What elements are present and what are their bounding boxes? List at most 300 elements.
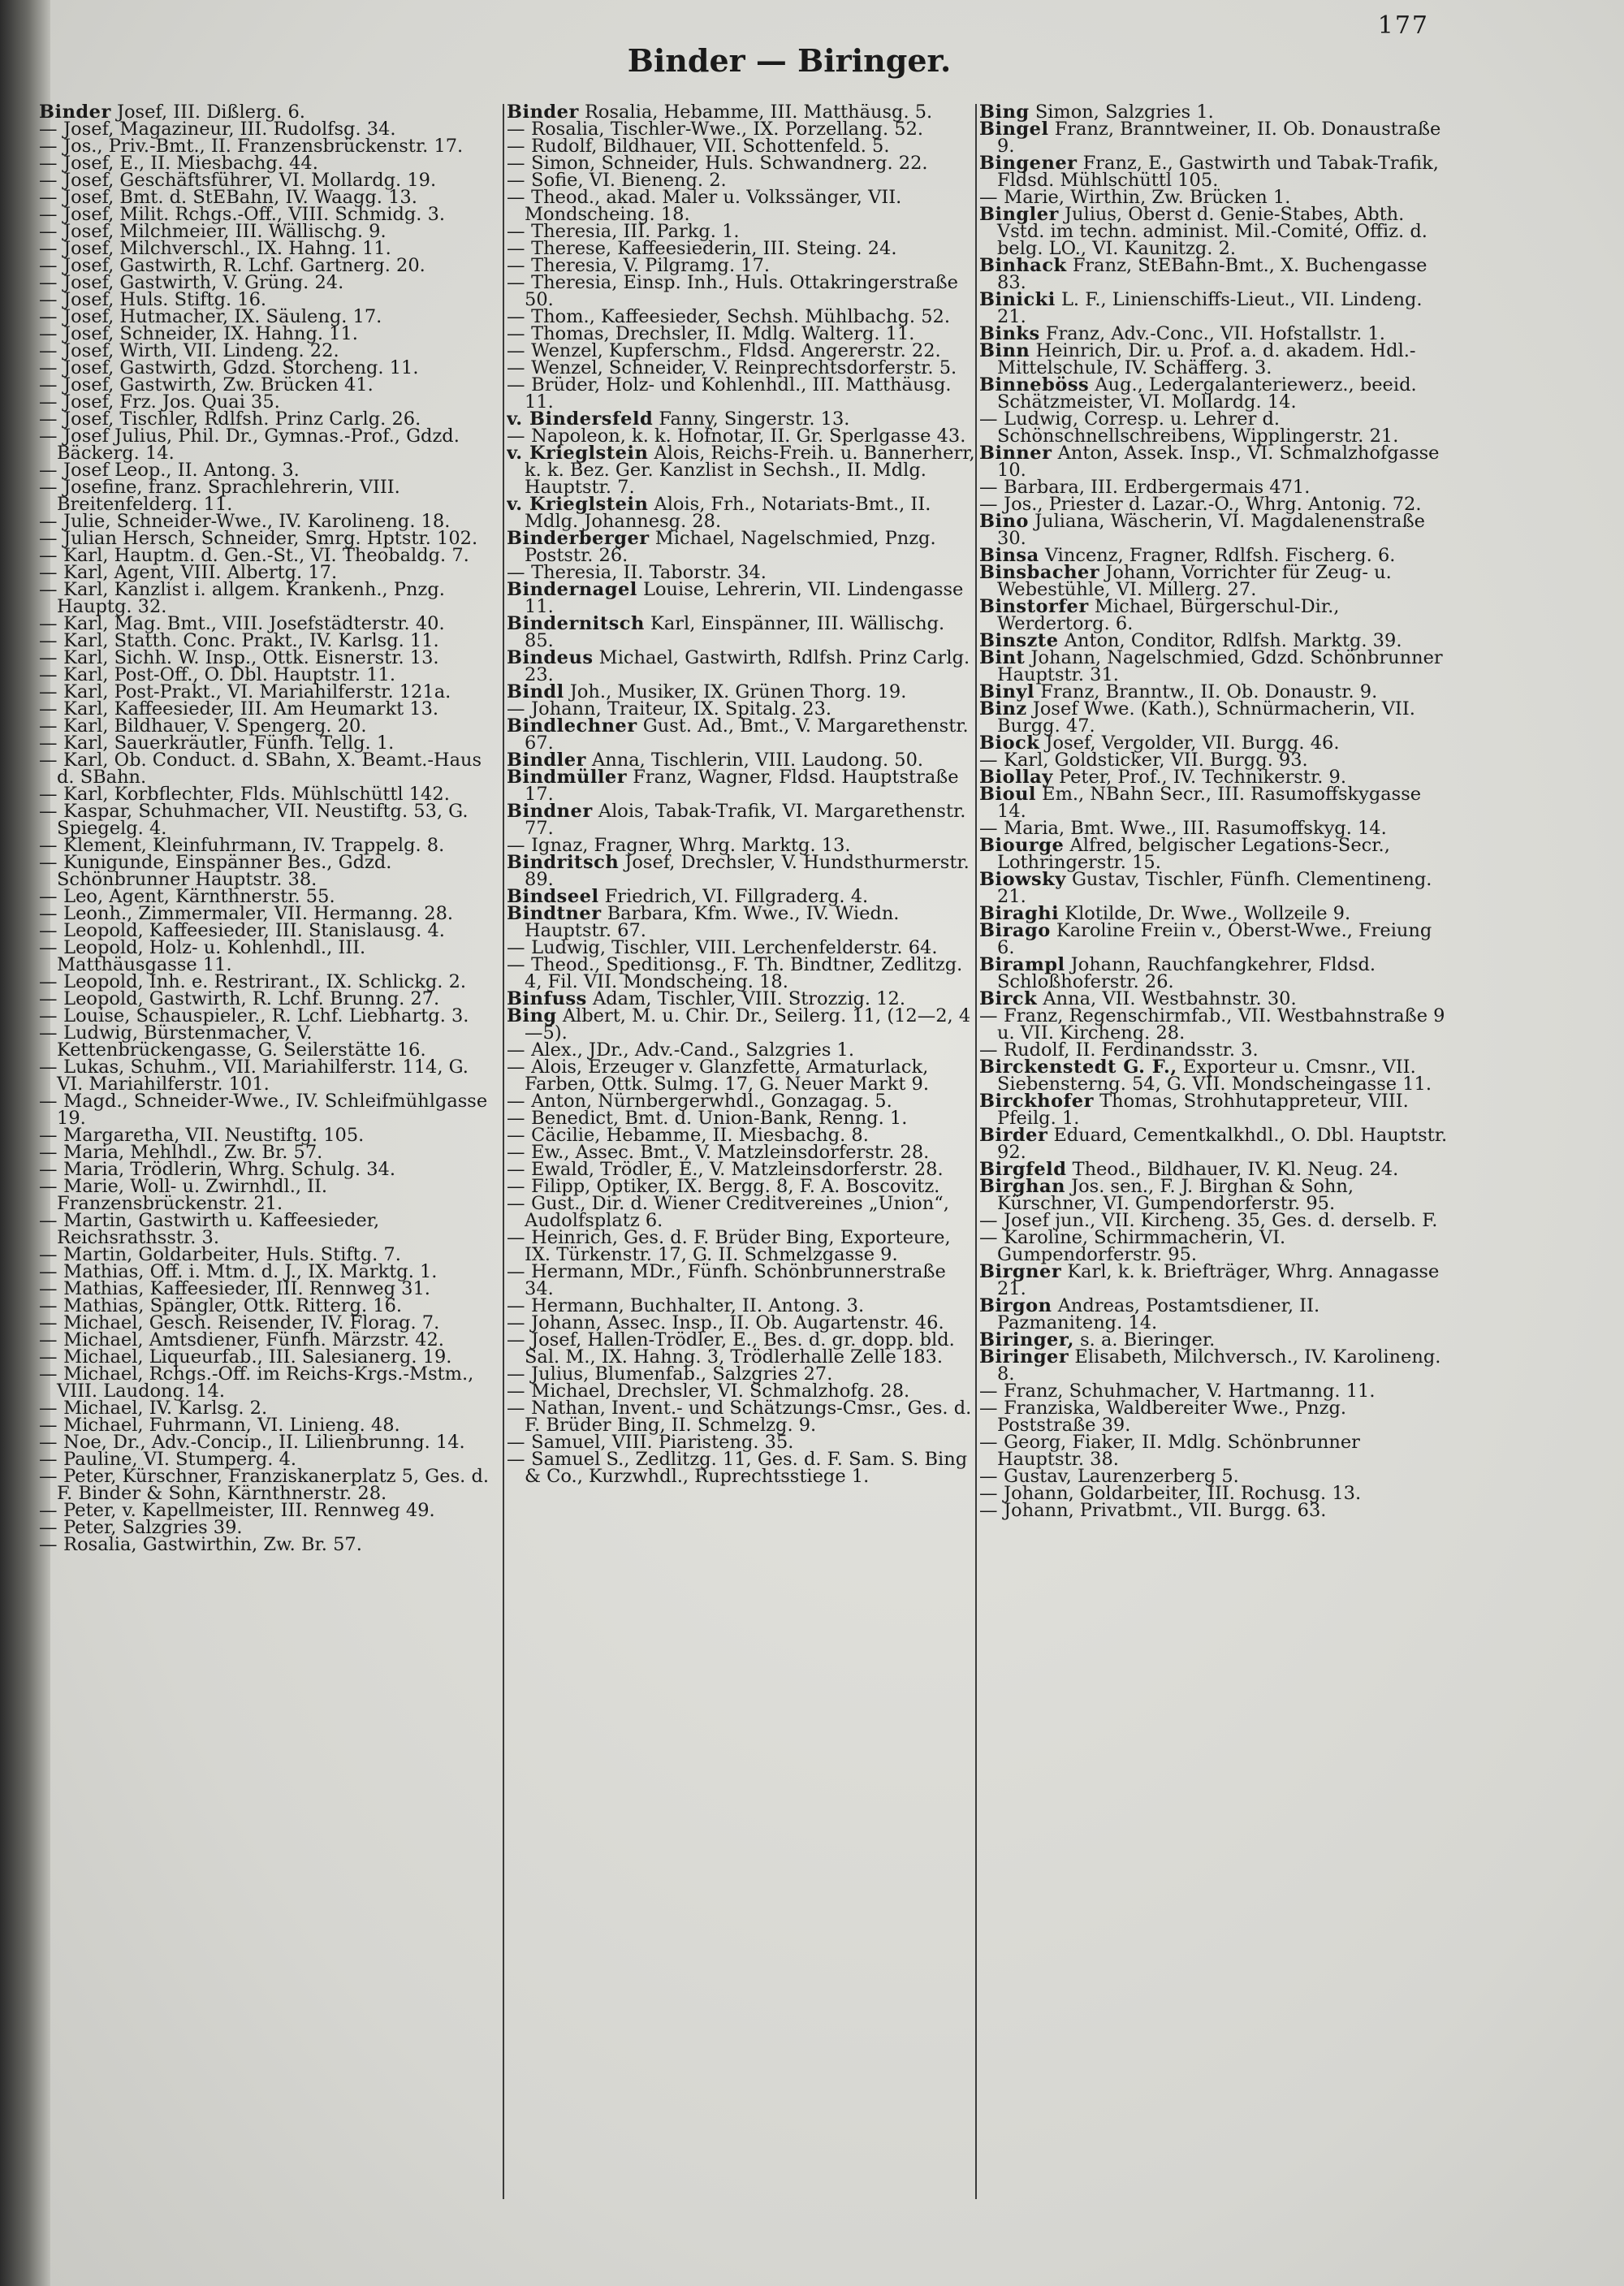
entry-headword: — bbox=[39, 971, 58, 992]
entry-headword: Binhack bbox=[979, 255, 1067, 276]
directory-entry bbox=[979, 1434, 1450, 1468]
entry-text: Johann, Traiteur, IX. Spitalg. 23. bbox=[531, 698, 832, 720]
entry-headword: — bbox=[39, 460, 58, 481]
entry-headword: Bint bbox=[979, 647, 1026, 668]
directory-entry bbox=[507, 374, 976, 413]
entry-text: Josef, Hutmacher, IX. Säuleng. 17. bbox=[63, 306, 382, 327]
entry-text: Wenzel, Kupferschm., Fldsd. Angererstr. 22. bbox=[531, 340, 941, 361]
directory-entry bbox=[39, 479, 500, 513]
entry-text: Noe, Dr., Adv.-Concip., II. Lilienbrunng. 14. bbox=[63, 1432, 465, 1453]
entry-headword: — bbox=[979, 1381, 998, 1402]
entry-text: Simon, Schneider, Huls. Schwandnerg. 22. bbox=[531, 153, 928, 174]
entry-text: Josef jun., VII. Kircheng. 35, Ges. d. derselb. F. bbox=[1004, 1210, 1438, 1231]
entry-headword: — bbox=[507, 1432, 525, 1453]
entry-headword: — bbox=[979, 477, 998, 498]
entry-headword: — bbox=[507, 136, 525, 157]
entry-headword: — bbox=[507, 1142, 525, 1163]
entry-text: Samuel S., Zedlitzg. 11, Ges. d. F. Sam. S. Bing & Co., Kurzwhdl., Ruprechtsstiege 1. bbox=[525, 1449, 968, 1487]
entry-headword: — bbox=[39, 477, 58, 498]
entry-text: Michael, Liqueurfab., III. Salesianerg. 19. bbox=[63, 1346, 452, 1368]
entry-text: Michael, Drechsler, VI. Schmalzhofg. 28. bbox=[531, 1381, 910, 1402]
entry-headword: Birckenstedt G. F., bbox=[979, 1057, 1177, 1078]
entry-headword: Biourge bbox=[979, 835, 1065, 856]
entry-text: Juliana, Wäscherin, VI. Magdalenenstraße 30. bbox=[997, 511, 1425, 549]
entry-text: Fanny, Singerstr. 13. bbox=[659, 408, 850, 430]
entry-headword: — bbox=[39, 1278, 58, 1299]
entry-text: Josef Julius, Phil. Dr., Gymnas.-Prof., Gdzd. Bäckerg. 14. bbox=[57, 426, 460, 464]
entry-text: Franziska, Waldbereiter Wwe., Pnzg. Poststraße 39. bbox=[997, 1398, 1347, 1436]
entry-headword: — bbox=[39, 579, 58, 600]
entry-text: Michael, Gesch. Reisender, IV. Florag. 7. bbox=[63, 1312, 440, 1333]
directory-entry bbox=[507, 496, 976, 530]
entry-headword: — bbox=[507, 1057, 525, 1078]
entry-text: Georg, Fiaker, II. Mdlg. Schönbrunner Hauptstr. 38. bbox=[997, 1432, 1360, 1470]
entry-text: Barbara, III. Erdbergermais 471. bbox=[1004, 477, 1311, 498]
entry-headword: Binderberger bbox=[507, 528, 650, 549]
entry-headword: — bbox=[39, 681, 58, 702]
entry-headword: Bindmüller bbox=[507, 767, 628, 788]
entry-headword: Bindl bbox=[507, 681, 564, 702]
entry-headword: Bindler bbox=[507, 750, 586, 771]
directory-entry bbox=[39, 1022, 500, 1061]
entry-headword: — bbox=[507, 272, 525, 293]
entry-text: Josef, Hallen-Trödler, E., Bes. d. gr. dopp. bld. Sal. M., IX. Hahng. 3, Trödlerhalle Zelle 183. bbox=[525, 1329, 955, 1368]
entry-text: Karl, Hauptm. d. Gen.-St., VI. Theobaldg. 7. bbox=[63, 545, 469, 566]
directory-entry bbox=[507, 274, 976, 309]
entry-headword: — bbox=[507, 954, 525, 975]
entry-text: Alois, Erzeuger v. Glanzfette, Armaturlack, Farben, Ottk. Sulmg. 17, G. Neuer Markt 9. bbox=[525, 1057, 930, 1095]
entry-text: Eduard, Cementkalkhdl., O. Dbl. Hauptstr. 92. bbox=[997, 1125, 1448, 1163]
entry-text: Theresia, II. Taborstr. 34. bbox=[531, 562, 767, 583]
directory-entry bbox=[979, 206, 1450, 257]
directory-entry bbox=[507, 1229, 976, 1264]
entry-text: Ludwig, Tischler, VIII. Lerchenfelderstr. 64. bbox=[531, 937, 938, 958]
entry-headword: — bbox=[39, 647, 58, 668]
entry-text: Johann, Assec. Insp., II. Ob. Augartenstr. 46. bbox=[531, 1312, 944, 1333]
entry-text: Em., NBahn Secr., III. Rasumoffskygasse 14. bbox=[997, 784, 1422, 822]
entry-headword: — bbox=[39, 835, 58, 856]
directory-entry bbox=[979, 257, 1450, 292]
entry-headword: Bindernitsch bbox=[507, 613, 645, 634]
entry-headword: Bindeus bbox=[507, 647, 594, 668]
entry-text: Julie, Schneider-Wwe., IV. Karolineng. 18. bbox=[63, 511, 451, 532]
entry-headword: — bbox=[39, 630, 58, 651]
entry-text: Josef, Milchverschl., IX. Hahng. 11. bbox=[63, 238, 391, 259]
entry-headword: — bbox=[39, 1159, 58, 1180]
entry-text: Aug., Ledergalanteriewerz., beeid. Schätzmeister, VI. Mollardg. 14. bbox=[997, 374, 1417, 413]
entry-headword: — bbox=[507, 1312, 525, 1333]
directory-entry bbox=[507, 1261, 976, 1299]
entry-text: Leopold, Holz- u. Kohlenhdl., III. Matthäusgasse 11. bbox=[57, 937, 366, 975]
entry-text: Rudolf, II. Ferdinandsstr. 3. bbox=[1004, 1039, 1259, 1061]
entry-text: Karl, Goldsticker, VII. Burgg. 93. bbox=[1004, 750, 1308, 771]
entry-headword: — bbox=[979, 818, 998, 839]
entry-headword: Birago bbox=[979, 920, 1051, 941]
entry-headword: Bindtner bbox=[507, 903, 602, 924]
directory-entry bbox=[507, 954, 976, 992]
entry-text: Heinrich, Ges. d. F. Brüder Bing, Exporteure, IX. Türkenstr. 17, G. II. Schmelzgasse 9. bbox=[525, 1227, 951, 1265]
entry-headword: — bbox=[507, 1176, 525, 1197]
entry-text: Gust. Ad., Bmt., V. Margarethenstr. 67. bbox=[525, 715, 969, 754]
directory-entry bbox=[507, 803, 976, 837]
entry-text: Ludwig, Bürstenmacher, V. Kettenbrückengasse, G. Seilerstätte 16. bbox=[57, 1022, 426, 1061]
entry-headword: — bbox=[979, 1039, 998, 1061]
directory-entry bbox=[979, 1400, 1450, 1434]
directory-entry bbox=[507, 905, 976, 940]
entry-headword: Bingener bbox=[979, 153, 1078, 174]
directory-entry bbox=[39, 581, 500, 616]
entry-text: Ignaz, Fragner, Whrg. Marktg. 13. bbox=[531, 835, 851, 856]
entry-text: Theod., akad. Maler u. Volkssänger, VII. Mondscheing. 18. bbox=[525, 187, 902, 225]
entry-text: Franz, Branntweiner, II. Ob. Donaustraße 9. bbox=[997, 119, 1441, 157]
entry-text: Napoleon, k. k. Hofnotar, II. Gr. Sperlgasse 43. bbox=[531, 426, 966, 447]
entry-text: Anton, Assek. Insp., VI. Schmalzhofgasse 10. bbox=[997, 443, 1440, 481]
directory-entry bbox=[39, 937, 500, 975]
directory-entry bbox=[979, 445, 1450, 479]
entry-text: Karoline Freiin v., Oberst-Wwe., Freiung 6. bbox=[997, 920, 1432, 958]
entry-text: Johann, Goldarbeiter, III. Rochusg. 13. bbox=[1004, 1483, 1362, 1504]
entry-text: Jos., Priv.-Bmt., II. Franzensbrückenstr. 17. bbox=[63, 136, 464, 157]
entry-text: Anna, VII. Westbahnstr. 30. bbox=[1043, 988, 1297, 1009]
entry-text: Leo, Agent, Kärnthnerstr. 55. bbox=[63, 886, 335, 907]
entry-text: Leopold, Gastwirth, R. Lchf. Brunng. 27. bbox=[63, 988, 440, 1009]
directory-entry bbox=[979, 374, 1450, 413]
entry-headword: — bbox=[39, 391, 58, 413]
entry-text: Klement, Kleinfuhrmann, IV. Trappelg. 8. bbox=[63, 835, 445, 856]
entry-headword: Binicki bbox=[979, 289, 1056, 310]
directory-entry bbox=[979, 1059, 1450, 1093]
entry-headword: — bbox=[39, 289, 58, 310]
entry-headword: — bbox=[507, 426, 525, 447]
entry-headword: — bbox=[39, 1005, 58, 1026]
entry-headword: — bbox=[39, 1091, 58, 1112]
entry-text: Louise, Lehrerin, VII. Lindengasse 11. bbox=[525, 579, 964, 617]
entry-text: Cäcilie, Hebamme, II. Miesbachg. 8. bbox=[531, 1125, 869, 1146]
entry-text: Rosalia, Tischler-Wwe., IX. Porzellang. 52. bbox=[531, 119, 924, 140]
directory-entry bbox=[979, 408, 1450, 447]
directory-entry bbox=[39, 1059, 500, 1093]
directory-entry bbox=[979, 647, 1450, 685]
directory-entry bbox=[507, 581, 976, 616]
directory-entry bbox=[507, 189, 976, 223]
entry-text: Julius, Blumenfab., Salzgries 27. bbox=[531, 1363, 833, 1385]
entry-text: Josef, Milit. Rchgs.-Off., VIII. Schmidg. 3. bbox=[63, 204, 446, 225]
entry-headword: — bbox=[39, 528, 58, 549]
entry-text: Karl, Agent, VIII. Albertg. 17. bbox=[63, 562, 338, 583]
directory-entry bbox=[507, 715, 976, 754]
directory-entry bbox=[979, 1005, 1450, 1044]
entry-headword: — bbox=[507, 170, 525, 191]
entry-headword: — bbox=[39, 886, 58, 907]
entry-text: Adam, Tischler, VIII. Strozzig. 12. bbox=[592, 988, 905, 1009]
entry-headword: — bbox=[507, 1091, 525, 1112]
directory-entry bbox=[979, 954, 1450, 992]
entry-headword: — bbox=[39, 1244, 58, 1265]
entry-text: Josef, Milchmeier, III. Wällischg. 9. bbox=[63, 221, 387, 242]
entry-headword: — bbox=[39, 750, 58, 771]
entry-headword: — bbox=[39, 357, 58, 378]
entry-headword: — bbox=[39, 119, 58, 140]
entry-headword: — bbox=[507, 1363, 525, 1385]
entry-text: Hermann, Buchhalter, II. Antong. 3. bbox=[531, 1295, 865, 1316]
directory-entry bbox=[979, 837, 1450, 871]
directory-entry bbox=[979, 920, 1450, 958]
directory-entry bbox=[979, 564, 1450, 599]
entry-text: Kunigunde, Einspänner Bes., Gdzd. Schönbrunner Hauptstr. 38. bbox=[57, 852, 392, 890]
entry-headword: Binner bbox=[979, 443, 1052, 464]
entry-headword: — bbox=[979, 1210, 998, 1231]
entry-text: Albert, M. u. Chir. Dr., Seilerg. 11, (12—2, 4—5). bbox=[525, 1005, 971, 1044]
entry-text: Julian Hersch, Schneider, Smrg. Hptstr. 102. bbox=[63, 528, 478, 549]
directory-entry bbox=[979, 155, 1450, 189]
entry-text: Michael, IV. Karlsg. 2. bbox=[63, 1398, 268, 1419]
page-title: Binder — Biringer. bbox=[627, 42, 952, 79]
entry-headword: Birder bbox=[979, 1125, 1048, 1146]
entry-text: Karl, Kanzlist i. allgem. Krankenh., Pnzg. Hauptg. 32. bbox=[57, 579, 445, 617]
directory-entry bbox=[39, 854, 500, 888]
entry-text: Leopold, Inh. e. Restrirant., IX. Schlickg. 2. bbox=[63, 971, 467, 992]
column-divider-2 bbox=[975, 104, 977, 2199]
entry-text: Josef Leop., II. Antong. 3. bbox=[63, 460, 300, 481]
directory-entry bbox=[979, 1346, 1450, 1385]
entry-text: Simon, Salzgries 1. bbox=[1034, 104, 1214, 123]
entry-headword: — bbox=[39, 698, 58, 720]
entry-headword: — bbox=[39, 1346, 58, 1368]
entry-headword: — bbox=[507, 1227, 525, 1248]
page-number: 177 bbox=[1377, 11, 1429, 40]
entry-text: Josefine, franz. Sprachlehrerin, VIII. Breitenfelderg. 11. bbox=[57, 477, 400, 515]
directory-entry bbox=[39, 1212, 500, 1247]
entry-headword: Binder bbox=[507, 104, 579, 123]
entry-headword: — bbox=[39, 1517, 58, 1538]
entry-text: Josef, Tischler, Rdlfsh. Prinz Carlg. 26. bbox=[63, 408, 421, 430]
directory-entry bbox=[507, 530, 976, 564]
entry-headword: — bbox=[39, 1261, 58, 1282]
entry-headword: — bbox=[507, 562, 525, 583]
entry-text: Alois, Reichs-Freih. u. Bannerherr, k. k. Bez. Ger. Kanzlist in Sechsh., II. Mdlg. Hauptstr. 7. bbox=[525, 443, 975, 498]
directory-entry bbox=[39, 803, 500, 837]
entry-headword: Biringer, bbox=[979, 1329, 1074, 1350]
directory-entry bbox=[507, 1005, 976, 1044]
entry-text: Gust., Dir. d. Wiener Creditvereines „Union“, Audolfsplatz 6. bbox=[525, 1193, 949, 1231]
entry-headword: Birghan bbox=[979, 1176, 1065, 1197]
entry-text: Rosalia, Hebamme, III. Matthäusg. 5. bbox=[584, 104, 933, 123]
directory-entry bbox=[507, 1195, 976, 1229]
entry-headword: — bbox=[39, 903, 58, 924]
entry-headword: — bbox=[39, 187, 58, 208]
entry-headword: — bbox=[39, 1534, 58, 1555]
entry-headword: Bindlechner bbox=[507, 715, 637, 737]
entry-headword: — bbox=[39, 272, 58, 293]
entry-headword: — bbox=[39, 426, 58, 447]
entry-headword: — bbox=[507, 1381, 525, 1402]
entry-text: Karl, Bildhauer, V. Spengerg. 20. bbox=[63, 715, 367, 737]
entry-headword: — bbox=[507, 1398, 525, 1419]
entry-headword: — bbox=[507, 1125, 525, 1146]
entry-text: Ewald, Trödler, E., V. Matzleinsdorferstr. 28. bbox=[531, 1159, 944, 1180]
entry-headword: — bbox=[979, 1500, 998, 1521]
entry-text: Thom., Kaffeesieder, Sechsh. Mühlbachg. 52. bbox=[531, 306, 950, 327]
entry-text: Josef, E., II. Miesbachg. 44. bbox=[63, 153, 318, 174]
entry-headword: Binder bbox=[39, 104, 111, 123]
entry-headword: Birgfeld bbox=[979, 1159, 1067, 1180]
entry-text: Anna, Tischlerin, VIII. Laudong. 50. bbox=[592, 750, 924, 771]
directory-entry bbox=[507, 445, 976, 496]
entry-text: Josef, Wirth, VII. Lindeng. 22. bbox=[63, 340, 339, 361]
directory-entry bbox=[979, 698, 1450, 737]
entry-headword: — bbox=[39, 1398, 58, 1419]
entry-headword: Binyl bbox=[979, 681, 1035, 702]
entry-text: Rosalia, Gastwirthin, Zw. Br. 57. bbox=[63, 1534, 362, 1555]
entry-headword: — bbox=[39, 784, 58, 805]
directory-entry bbox=[39, 1093, 500, 1127]
entry-headword: Bindseel bbox=[507, 886, 599, 907]
entry-text: Karl, Post-Off., O. Dbl. Hauptstr. 11. bbox=[63, 664, 395, 685]
entry-headword: — bbox=[507, 357, 525, 378]
entry-text: Marie, Wirthin, Zw. Brücken 1. bbox=[1004, 187, 1291, 208]
entry-headword: — bbox=[39, 852, 58, 873]
entry-text: Karoline, Schirmmacherin, VI. Gumpendorferstr. 95. bbox=[997, 1227, 1286, 1265]
entry-text: Karl, Sauerkräutler, Fünfh. Tellg. 1. bbox=[63, 732, 395, 754]
directory-entry bbox=[39, 1536, 500, 1554]
directory-entry bbox=[507, 1400, 976, 1434]
entry-headword: — bbox=[39, 664, 58, 685]
entry-headword: — bbox=[39, 920, 58, 941]
entry-text: Josef, Gastwirth, V. Grüng. 24. bbox=[63, 272, 344, 293]
entry-headword: — bbox=[39, 1142, 58, 1163]
entry-text: Josef, Schneider, IX. Hahng. 11. bbox=[63, 323, 358, 344]
directory-entry bbox=[979, 289, 1450, 327]
column-divider-1 bbox=[503, 104, 504, 2199]
directory-entry bbox=[979, 1261, 1450, 1299]
entry-headword: — bbox=[507, 255, 525, 276]
directory-entry bbox=[979, 513, 1450, 547]
entry-headword: — bbox=[979, 1227, 998, 1248]
entry-headword: — bbox=[39, 408, 58, 430]
directory-entry bbox=[979, 1127, 1450, 1161]
entry-headword: — bbox=[39, 988, 58, 1009]
entry-headword: — bbox=[507, 238, 525, 259]
entry-headword: — bbox=[39, 136, 58, 157]
directory-entry bbox=[979, 340, 1450, 378]
entry-headword: — bbox=[39, 1432, 58, 1453]
column-3 bbox=[979, 104, 1450, 2232]
entry-text: Filipp, Optiker, IX. Bergg. 8, F. A. Boscovitz. bbox=[531, 1176, 940, 1197]
entry-text: Joh., Musiker, IX. Grünen Thorg. 19. bbox=[569, 681, 907, 702]
entry-text: Josef, Geschäftsführer, VI. Mollardg. 19. bbox=[63, 170, 437, 191]
entry-text: Leonh., Zimmermaler, VII. Hermanng. 28. bbox=[63, 903, 454, 924]
entry-text: Peter, Salzgries 39. bbox=[63, 1517, 243, 1538]
entry-text: Ew., Assec. Bmt., V. Matzleinsdorferstr. 28. bbox=[531, 1142, 930, 1163]
entry-headword: — bbox=[39, 1022, 58, 1044]
entry-headword: Binszte bbox=[979, 630, 1059, 651]
entry-headword: — bbox=[39, 715, 58, 737]
entry-text: Leopold, Kaffeesieder, III. Stanislausg. 4. bbox=[63, 920, 445, 941]
entry-headword: — bbox=[507, 119, 525, 140]
entry-headword: — bbox=[507, 1193, 525, 1214]
entry-text: Johann, Nagelschmied, Gdzd. Schönbrunner Hauptstr. 31. bbox=[997, 647, 1443, 685]
entry-text: Josef, Magazineur, III. Rudolfsg. 34. bbox=[63, 119, 396, 140]
entry-text: Peter, Kürschner, Franziskanerplatz 5, Ges. d. F. Binder & Sohn, Kärnthnerstr. 28. bbox=[57, 1466, 489, 1504]
entry-text: Karl, k. k. Briefträger, Whrg. Annagasse 21. bbox=[997, 1261, 1440, 1299]
entry-text: Josef, Gastwirth, Zw. Brücken 41. bbox=[63, 374, 374, 395]
entry-headword: Bindner bbox=[507, 801, 593, 822]
entry-text: L. F., Linienschiffs-Lieut., VII. Lindeng. 21. bbox=[997, 289, 1423, 327]
entry-headword: — bbox=[39, 801, 58, 822]
entry-headword: — bbox=[507, 1039, 525, 1061]
entry-headword: — bbox=[507, 187, 525, 208]
entry-text: Alois, Tabak-Trafik, VI. Margarethenstr. 77. bbox=[525, 801, 966, 839]
entry-headword: — bbox=[507, 835, 525, 856]
entry-headword: Birgner bbox=[979, 1261, 1062, 1282]
entry-text: Wenzel, Schneider, V. Reinprechtsdorferstr. 5. bbox=[531, 357, 957, 378]
entry-headword: — bbox=[39, 1415, 58, 1436]
directory-entry bbox=[979, 1229, 1450, 1264]
entry-text: Marie, Woll- u. Zwirnhdl., II. Franzensbrückenstr. 21. bbox=[57, 1176, 328, 1214]
entry-text: Josef, Drechsler, V. Hundsthurmerstr. 89. bbox=[525, 852, 970, 890]
directory-entry bbox=[979, 1502, 1450, 1519]
entry-headword: — bbox=[39, 937, 58, 958]
entry-headword: v. Bindersfeld bbox=[507, 408, 654, 430]
entry-text: Franz, StEBahn-Bmt., X. Buchengasse 83. bbox=[997, 255, 1427, 293]
entry-text: Michael, Bürgerschul-Dir., Werdertorg. 6. bbox=[997, 596, 1340, 634]
entry-text: Michael, Gastwirth, Rdlfsh. Prinz Carlg. 23. bbox=[525, 647, 970, 685]
entry-headword: Binstorfer bbox=[979, 596, 1089, 617]
entry-headword: — bbox=[39, 238, 58, 259]
entry-text: Franz, Adv.-Conc., VII. Hofstallstr. 1. bbox=[1045, 323, 1385, 344]
entry-headword: — bbox=[39, 732, 58, 754]
column-2 bbox=[507, 104, 976, 2232]
entry-headword: Biraghi bbox=[979, 903, 1060, 924]
entry-text: Samuel, VIII. Piaristeng. 35. bbox=[531, 1432, 794, 1453]
entry-headword: — bbox=[39, 1466, 58, 1487]
entry-headword: Bing bbox=[507, 1005, 557, 1026]
directory-entry bbox=[507, 1059, 976, 1093]
directory-entry bbox=[979, 871, 1450, 905]
directory-entry bbox=[507, 613, 976, 651]
entry-headword: — bbox=[507, 1329, 525, 1350]
entry-text: Theod., Bildhauer, IV. Kl. Neug. 24. bbox=[1072, 1159, 1399, 1180]
entry-text: Rudolf, Bildhauer, VII. Schottenfeld. 5. bbox=[531, 136, 890, 157]
entry-text: Michael, Fuhrmann, VI. Linieng. 48. bbox=[63, 1415, 400, 1436]
entry-text: Franz, Wagner, Fldsd. Hauptstraße 17. bbox=[525, 767, 959, 805]
entry-text: Hermann, MDr., Fünfh. Schönbrunnerstraße 34. bbox=[525, 1261, 946, 1299]
entry-headword: — bbox=[39, 1329, 58, 1350]
entry-text: Pauline, VI. Stumperg. 4. bbox=[63, 1449, 297, 1470]
entry-headword: — bbox=[979, 1398, 998, 1419]
entry-text: Johann, Vorrichter für Zeug- u. Webestühle, VI. Millerg. 27. bbox=[997, 562, 1392, 600]
directory-entry bbox=[39, 1178, 500, 1212]
entry-text: Karl, Korbflechter, Flds. Mühlschüttl 142. bbox=[63, 784, 450, 805]
entry-headword: — bbox=[979, 750, 998, 771]
entry-text: Mathias, Kaffeesieder, III. Rennweg 31. bbox=[63, 1278, 430, 1299]
directory-entry bbox=[979, 786, 1450, 820]
entry-headword: — bbox=[39, 1363, 58, 1385]
entry-headword: Binneböss bbox=[979, 374, 1090, 395]
entry-headword: — bbox=[39, 1312, 58, 1333]
entry-text: s. a. Bieringer. bbox=[1080, 1329, 1216, 1350]
entry-text: Michael, Nagelschmied, Pnzg. Poststr. 26. bbox=[525, 528, 936, 566]
entry-text: Josef, Bmt. d. StEBahn, IV. Waagg. 13. bbox=[63, 187, 417, 208]
entry-headword: — bbox=[979, 408, 998, 430]
entry-headword: — bbox=[39, 613, 58, 634]
entry-text: Elisabeth, Milchversch., IV. Karolineng. 8. bbox=[997, 1346, 1441, 1385]
entry-headword: — bbox=[507, 1108, 525, 1129]
entry-text: Johann, Privatbmt., VII. Burgg. 63. bbox=[1004, 1500, 1327, 1521]
entry-text: Vincenz, Fragner, Rdlfsh. Fischerg. 6. bbox=[1044, 545, 1396, 566]
entry-text: Anton, Conditor, Rdlfsh. Marktg. 39. bbox=[1064, 630, 1402, 651]
entry-text: Theresia, V. Pilgramg. 17. bbox=[531, 255, 771, 276]
